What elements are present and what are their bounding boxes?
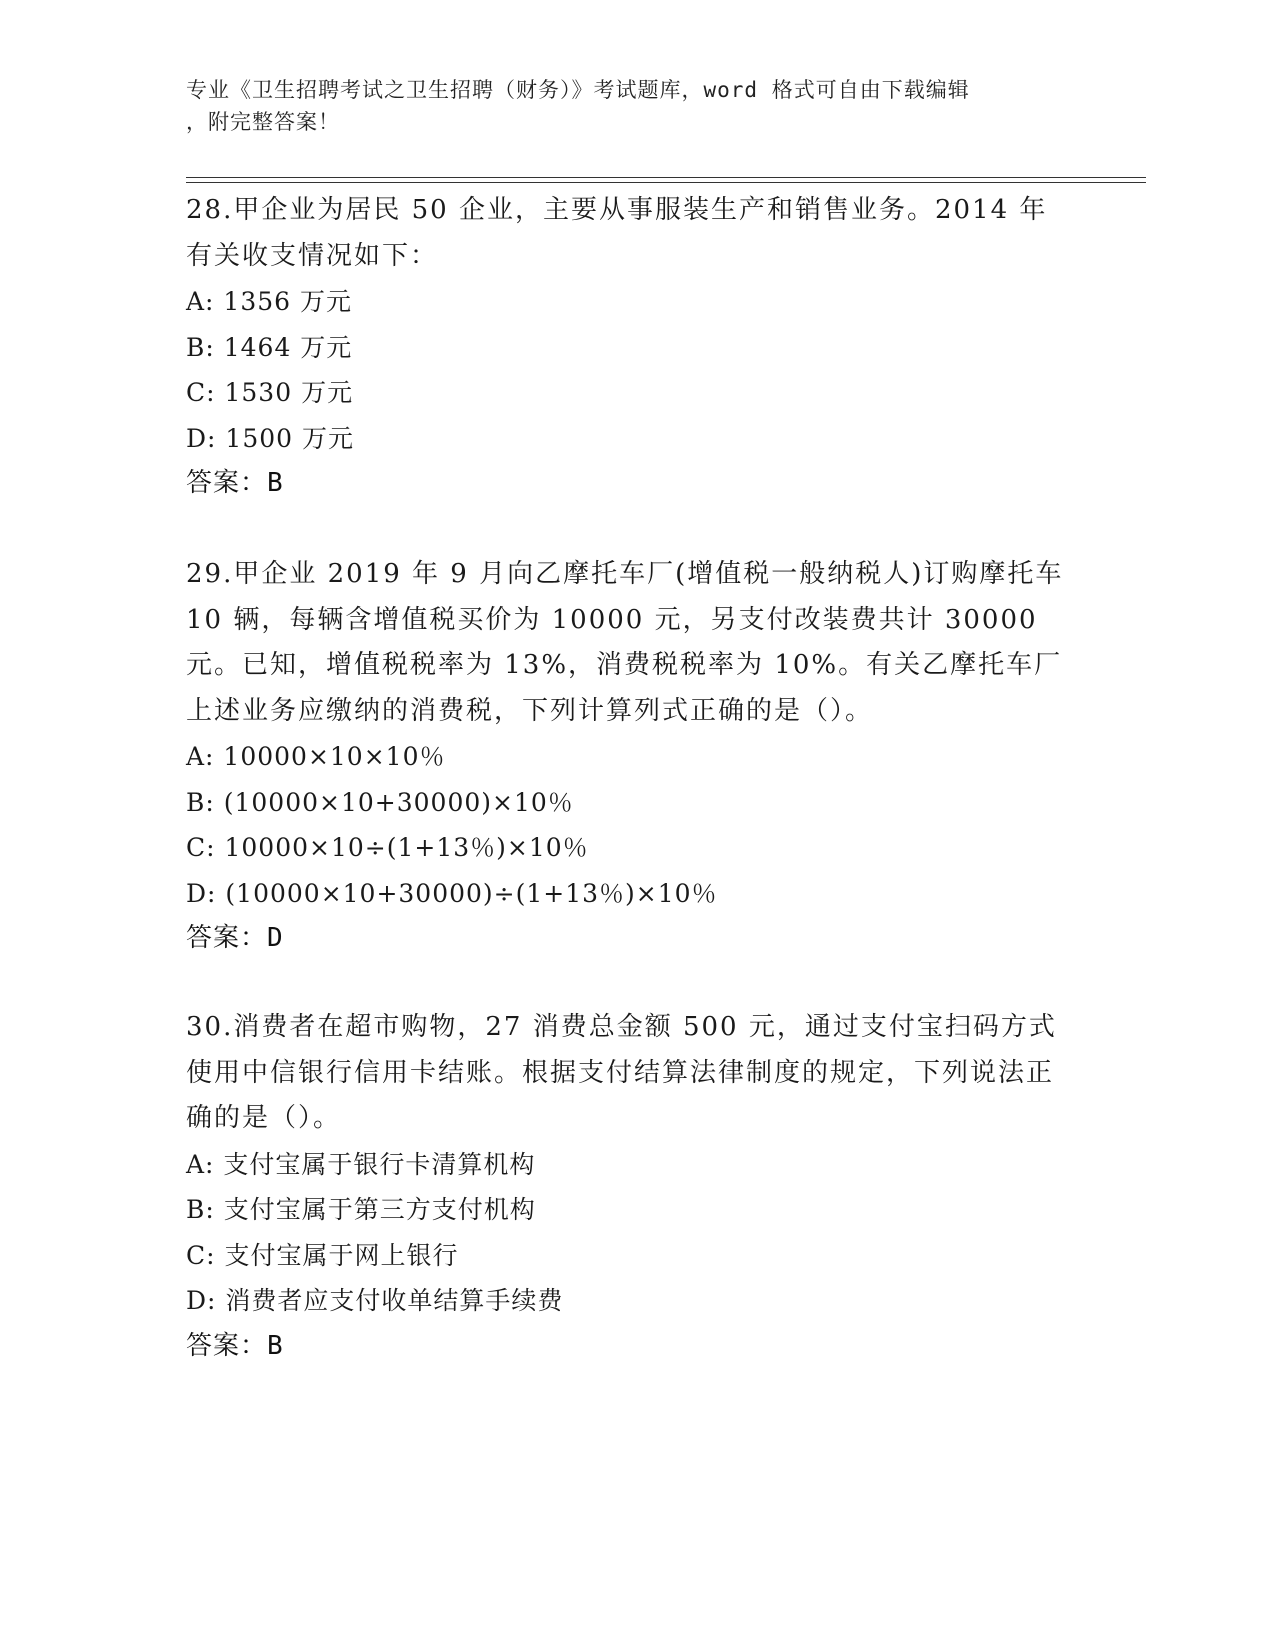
option-b: B: (10000×10+30000)×10％ bbox=[186, 787, 574, 817]
option-d: D: (10000×10+30000)÷(1+13％)×10％ bbox=[186, 878, 718, 908]
option-a: A: 10000×10×10％ bbox=[186, 742, 446, 771]
option-b: B: 1464 万元 bbox=[186, 332, 353, 362]
answer-line: 答案：D bbox=[186, 923, 284, 953]
question-30 bbox=[186, 1005, 1066, 1369]
document-intro bbox=[186, 74, 1066, 138]
question-stem: 29.甲企业 2019 年 9 月向乙摩托车厂(增值税一般纳税人)订购摩托车 10 辆，每辆含增值税买价为 10000 元，另支付改装费共计 30000 元。已知，增值税税率为 13%，消费税税率为 10%。有关乙摩托车厂上述业务应缴纳的消费税，下列计算列式正确的是（）。 bbox=[186, 559, 1064, 726]
option-d: D: 消费者应支付收单结算手续费 bbox=[186, 1286, 564, 1315]
question-stem: 30.消费者在超市购物，27 消费总金额 500 元，通过支付宝扫码方式使用中信银行信用卡结账。根据支付结算法律制度的规定，下列说法正确的是（）。 bbox=[186, 1012, 1057, 1133]
header-divider-bottom bbox=[186, 182, 1146, 183]
header-divider-top bbox=[186, 177, 1146, 178]
question-28 bbox=[186, 188, 1066, 507]
answer-line: 答案：B bbox=[186, 468, 284, 498]
answer-line: 答案：B bbox=[186, 1330, 284, 1361]
option-b: B: 支付宝属于第三方支付机构 bbox=[186, 1195, 536, 1224]
option-c: C: 10000×10÷(1+13％)×10％ bbox=[186, 833, 589, 862]
option-c: C: 支付宝属于网上银行 bbox=[186, 1240, 459, 1270]
option-a: A: 1356 万元 bbox=[186, 287, 352, 316]
intro-line-2: ，附完整答案！ bbox=[186, 110, 340, 134]
question-29 bbox=[186, 552, 1066, 962]
option-d: D: 1500 万元 bbox=[186, 423, 354, 453]
option-c: C: 1530 万元 bbox=[186, 378, 354, 407]
question-stem: 28.甲企业为居民 50 企业，主要从事服装生产和销售业务。2014 年有关收支情况如下： bbox=[186, 195, 1048, 271]
option-a: A: 支付宝属于银行卡清算机构 bbox=[186, 1149, 536, 1179]
intro-line-1: 专业《卫生招聘考试之卫生招聘（财务）》考试题库，word 格式可自由下载编辑 bbox=[186, 78, 970, 102]
